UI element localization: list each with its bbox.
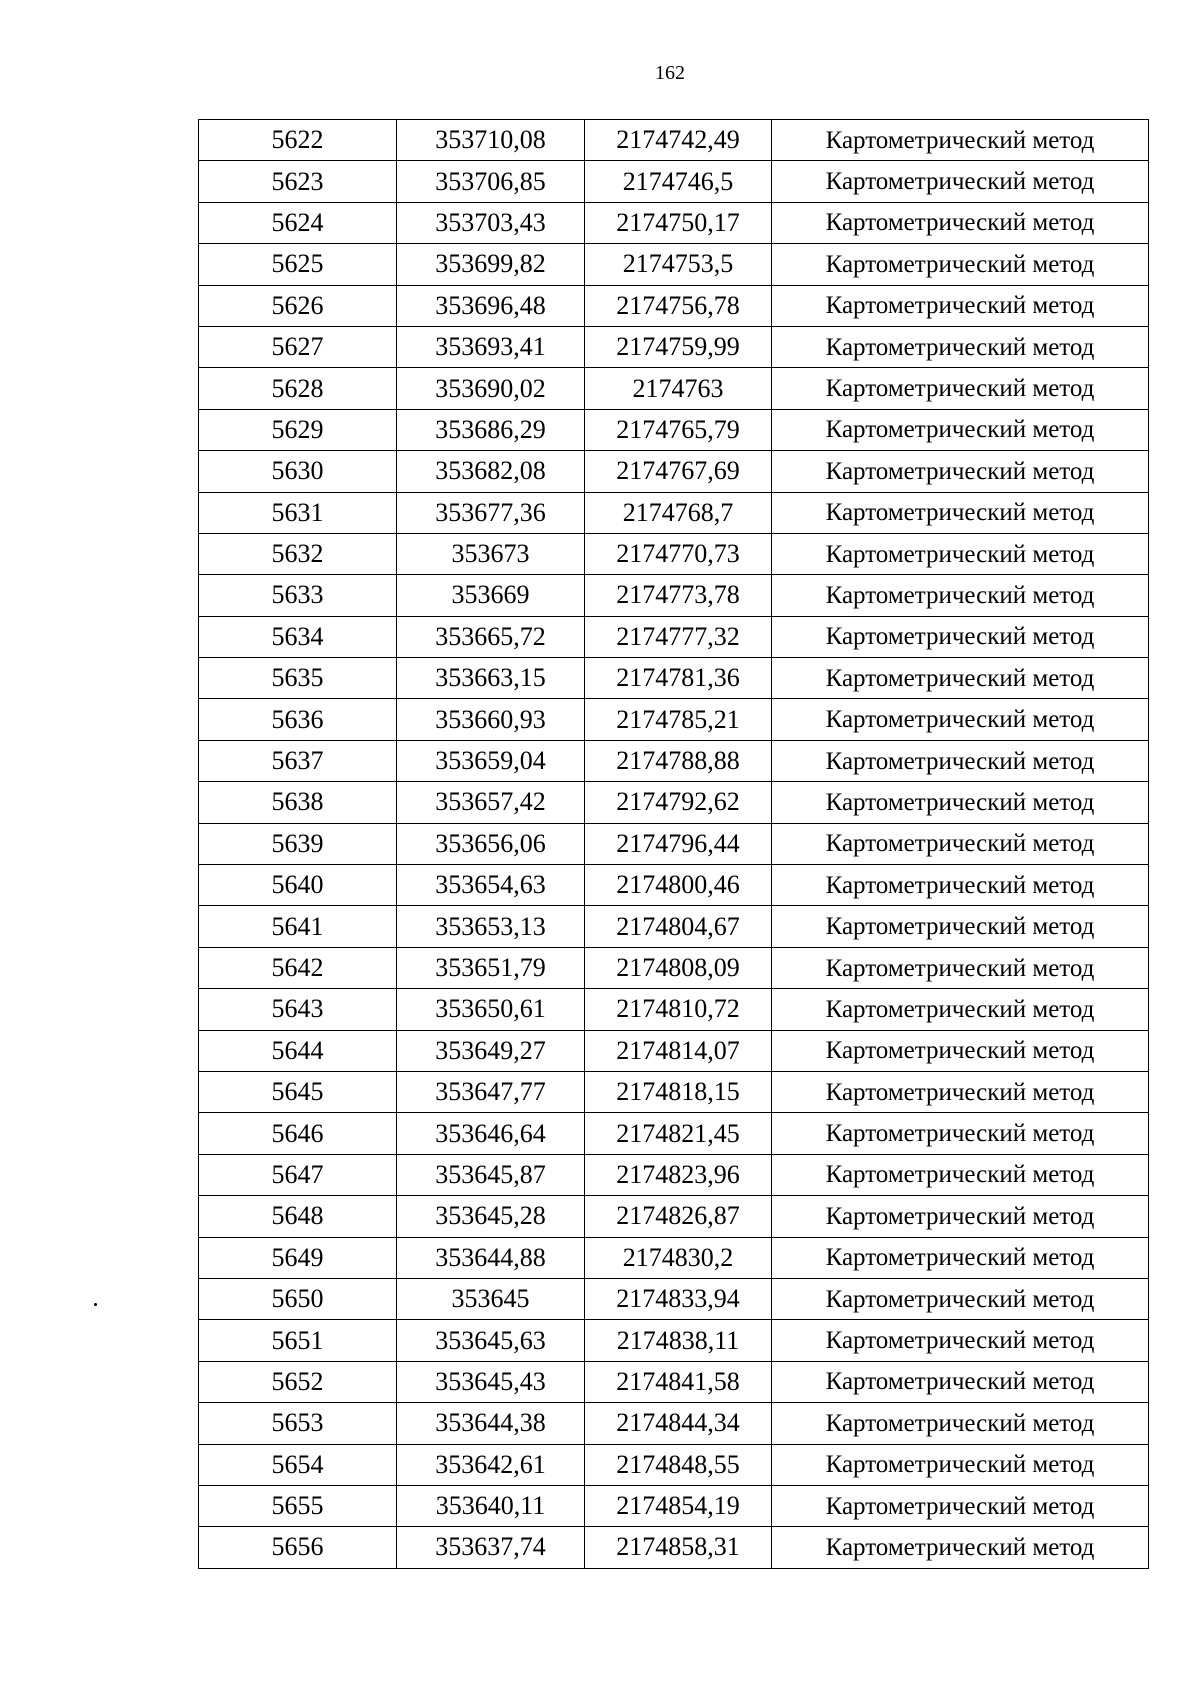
method-cell: Картометрический метод [772,1278,1149,1319]
x-coordinate-cell: 353682,08 [397,451,585,492]
table-row [199,1278,1149,1319]
table-row [199,202,1149,243]
method-cell: Картометрический метод [772,1237,1149,1278]
y-coordinate-cell: 2174777,32 [585,616,772,657]
table-row [199,823,1149,864]
point-number-cell: 5644 [199,1030,397,1071]
method-cell: Картометрический метод [772,699,1149,740]
table-row [199,658,1149,699]
method-cell: Картометрический метод [772,120,1149,161]
x-coordinate-cell: 353647,77 [397,1071,585,1112]
method-cell: Картометрический метод [772,1361,1149,1402]
table-row [199,699,1149,740]
x-coordinate-cell: 353646,64 [397,1113,585,1154]
x-coordinate-cell: 353645,63 [397,1320,585,1361]
method-cell: Картометрический метод [772,326,1149,367]
table-row [199,120,1149,161]
method-cell: Картометрический метод [772,1444,1149,1485]
x-coordinate-cell: 353660,93 [397,699,585,740]
method-cell: Картометрический метод [772,1527,1149,1568]
point-number-cell: 5651 [199,1320,397,1361]
y-coordinate-cell: 2174796,44 [585,823,772,864]
coordinates-table-body [199,120,1149,1569]
x-coordinate-cell: 353703,43 [397,202,585,243]
x-coordinate-cell: 353659,04 [397,740,585,781]
point-number-cell: 5643 [199,989,397,1030]
x-coordinate-cell: 353669 [397,575,585,616]
point-number-cell: 5656 [199,1527,397,1568]
y-coordinate-cell: 2174742,49 [585,120,772,161]
x-coordinate-cell: 353649,27 [397,1030,585,1071]
y-coordinate-cell: 2174781,36 [585,658,772,699]
table-row [199,1320,1149,1361]
point-number-cell: 5654 [199,1444,397,1485]
table-row [199,368,1149,409]
method-cell: Картометрический метод [772,658,1149,699]
y-coordinate-cell: 2174767,69 [585,451,772,492]
table-row [199,1444,1149,1485]
method-cell: Картометрический метод [772,1154,1149,1195]
x-coordinate-cell: 353645,28 [397,1196,585,1237]
x-coordinate-cell: 353651,79 [397,947,585,988]
method-cell: Картометрический метод [772,906,1149,947]
point-number-cell: 5646 [199,1113,397,1154]
method-cell: Картометрический метод [772,202,1149,243]
method-cell: Картометрический метод [772,1113,1149,1154]
method-cell: Картометрический метод [772,575,1149,616]
point-number-cell: 5622 [199,120,397,161]
table-row [199,575,1149,616]
point-number-cell: 5640 [199,865,397,906]
method-cell: Картометрический метод [772,947,1149,988]
coordinates-table [198,119,1149,1569]
y-coordinate-cell: 2174848,55 [585,1444,772,1485]
point-number-cell: 5631 [199,492,397,533]
point-number-cell: 5645 [199,1071,397,1112]
table-row [199,1196,1149,1237]
y-coordinate-cell: 2174759,99 [585,326,772,367]
table-row [199,1403,1149,1444]
y-coordinate-cell: 2174768,7 [585,492,772,533]
point-number-cell: 5636 [199,699,397,740]
x-coordinate-cell: 353663,15 [397,658,585,699]
method-cell: Картометрический метод [772,782,1149,823]
table-row [199,326,1149,367]
y-coordinate-cell: 2174810,72 [585,989,772,1030]
y-coordinate-cell: 2174756,78 [585,285,772,326]
point-number-cell: 5637 [199,740,397,781]
y-coordinate-cell: 2174746,5 [585,161,772,202]
y-coordinate-cell: 2174763 [585,368,772,409]
y-coordinate-cell: 2174826,87 [585,1196,772,1237]
x-coordinate-cell: 353699,82 [397,244,585,285]
y-coordinate-cell: 2174750,17 [585,202,772,243]
method-cell: Картометрический метод [772,1071,1149,1112]
method-cell: Картометрический метод [772,285,1149,326]
method-cell: Картометрический метод [772,409,1149,450]
table-row [199,782,1149,823]
method-cell: Картометрический метод [772,533,1149,574]
x-coordinate-cell: 353686,29 [397,409,585,450]
table-row [199,285,1149,326]
y-coordinate-cell: 2174833,94 [585,1278,772,1319]
point-number-cell: 5635 [199,658,397,699]
y-coordinate-cell: 2174844,34 [585,1403,772,1444]
x-coordinate-cell: 353653,13 [397,906,585,947]
method-cell: Картометрический метод [772,1403,1149,1444]
method-cell: Картометрический метод [772,1320,1149,1361]
table-row [199,906,1149,947]
x-coordinate-cell: 353642,61 [397,1444,585,1485]
x-coordinate-cell: 353654,63 [397,865,585,906]
y-coordinate-cell: 2174788,88 [585,740,772,781]
x-coordinate-cell: 353673 [397,533,585,574]
method-cell: Картометрический метод [772,492,1149,533]
x-coordinate-cell: 353710,08 [397,120,585,161]
table-row [199,1527,1149,1568]
x-coordinate-cell: 353637,74 [397,1527,585,1568]
table-row [199,989,1149,1030]
table-row [199,1485,1149,1526]
table-row [199,1030,1149,1071]
point-number-cell: 5642 [199,947,397,988]
method-cell: Картометрический метод [772,368,1149,409]
point-number-cell: 5649 [199,1237,397,1278]
method-cell: Картометрический метод [772,1196,1149,1237]
y-coordinate-cell: 2174785,21 [585,699,772,740]
table-row [199,947,1149,988]
y-coordinate-cell: 2174765,79 [585,409,772,450]
table-row [199,533,1149,574]
y-coordinate-cell: 2174800,46 [585,865,772,906]
method-cell: Картометрический метод [772,1030,1149,1071]
x-coordinate-cell: 353644,88 [397,1237,585,1278]
x-coordinate-cell: 353693,41 [397,326,585,367]
x-coordinate-cell: 353645,87 [397,1154,585,1195]
x-coordinate-cell: 353696,48 [397,285,585,326]
y-coordinate-cell: 2174818,15 [585,1071,772,1112]
y-coordinate-cell: 2174823,96 [585,1154,772,1195]
method-cell: Картометрический метод [772,616,1149,657]
table-row [199,1237,1149,1278]
table-row [199,161,1149,202]
point-number-cell: 5632 [199,533,397,574]
point-number-cell: 5641 [199,906,397,947]
y-coordinate-cell: 2174808,09 [585,947,772,988]
point-number-cell: 5653 [199,1403,397,1444]
point-number-cell: 5629 [199,409,397,450]
point-number-cell: 5627 [199,326,397,367]
y-coordinate-cell: 2174753,5 [585,244,772,285]
table-row [199,1071,1149,1112]
x-coordinate-cell: 353706,85 [397,161,585,202]
page-number: 162 [655,62,685,84]
point-number-cell: 5652 [199,1361,397,1402]
x-coordinate-cell: 353657,42 [397,782,585,823]
table-row [199,244,1149,285]
method-cell: Картометрический метод [772,451,1149,492]
point-number-cell: 5639 [199,823,397,864]
table-row [199,1113,1149,1154]
table-row [199,1154,1149,1195]
table-row [199,1361,1149,1402]
table-row [199,451,1149,492]
point-number-cell: 5633 [199,575,397,616]
point-number-cell: 5634 [199,616,397,657]
point-number-cell: 5624 [199,202,397,243]
point-number-cell: 5630 [199,451,397,492]
point-number-cell: 5628 [199,368,397,409]
method-cell: Картометрический метод [772,823,1149,864]
y-coordinate-cell: 2174804,67 [585,906,772,947]
table-row [199,740,1149,781]
x-coordinate-cell: 353644,38 [397,1403,585,1444]
y-coordinate-cell: 2174841,58 [585,1361,772,1402]
y-coordinate-cell: 2174814,07 [585,1030,772,1071]
method-cell: Картометрический метод [772,161,1149,202]
table-row [199,616,1149,657]
y-coordinate-cell: 2174838,11 [585,1320,772,1361]
x-coordinate-cell: 353677,36 [397,492,585,533]
method-cell: Картометрический метод [772,989,1149,1030]
x-coordinate-cell: 353690,02 [397,368,585,409]
y-coordinate-cell: 2174821,45 [585,1113,772,1154]
x-coordinate-cell: 353656,06 [397,823,585,864]
point-number-cell: 5623 [199,161,397,202]
x-coordinate-cell: 353640,11 [397,1485,585,1526]
point-number-cell: 5650 [199,1278,397,1319]
point-number-cell: 5638 [199,782,397,823]
point-number-cell: 5626 [199,285,397,326]
x-coordinate-cell: 353665,72 [397,616,585,657]
point-number-cell: 5648 [199,1196,397,1237]
x-coordinate-cell: 353650,61 [397,989,585,1030]
method-cell: Картометрический метод [772,244,1149,285]
point-number-cell: 5625 [199,244,397,285]
method-cell: Картометрический метод [772,865,1149,906]
x-coordinate-cell: 353645 [397,1278,585,1319]
point-number-cell: 5647 [199,1154,397,1195]
table-row [199,492,1149,533]
y-coordinate-cell: 2174792,62 [585,782,772,823]
method-cell: Картометрический метод [772,1485,1149,1526]
y-coordinate-cell: 2174770,73 [585,533,772,574]
x-coordinate-cell: 353645,43 [397,1361,585,1402]
y-coordinate-cell: 2174773,78 [585,575,772,616]
table-row [199,409,1149,450]
y-coordinate-cell: 2174854,19 [585,1485,772,1526]
y-coordinate-cell: 2174858,31 [585,1527,772,1568]
scan-speck [94,1303,97,1306]
y-coordinate-cell: 2174830,2 [585,1237,772,1278]
method-cell: Картометрический метод [772,740,1149,781]
point-number-cell: 5655 [199,1485,397,1526]
table-row [199,865,1149,906]
